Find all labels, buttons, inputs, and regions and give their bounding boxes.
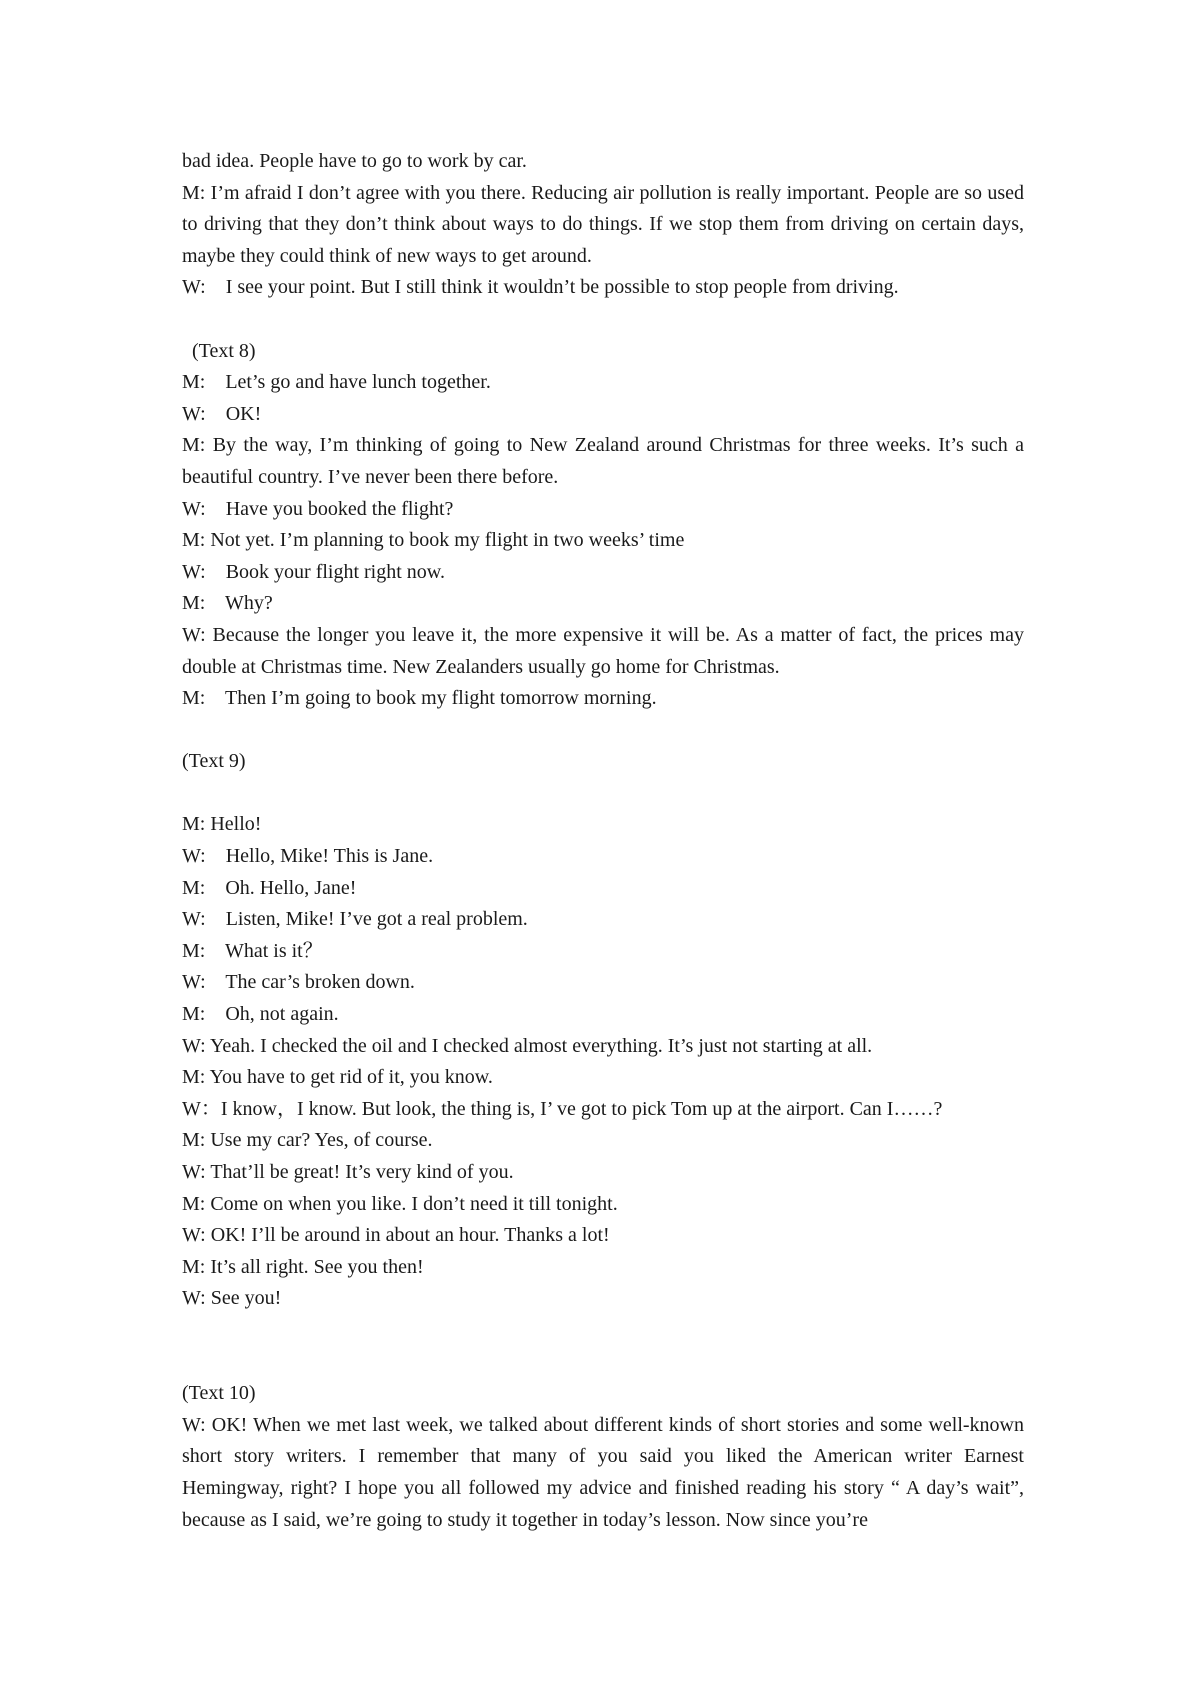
text-line: M: Come on when you like. I don’t need it till tonight. — [182, 1192, 618, 1215]
text-line: W: Book your flight right now. — [182, 560, 445, 583]
text-line: M: Use my car? Yes, of course. — [182, 1129, 433, 1152]
text-line: M: Oh, not again. — [182, 1003, 339, 1026]
text-line: W: The car’s broken down. — [182, 971, 415, 994]
spacer — [182, 715, 1024, 747]
text-line: W：I know，I know. But look, the thing is, I’ ve got to pick Tom up at the airport. Can I……? — [182, 1097, 943, 1120]
section-heading: (Text 10) — [182, 1382, 256, 1405]
text-line: M: Why? — [182, 592, 273, 615]
text-line: M: Then I’m going to book my flight tomorrow morning. — [182, 687, 657, 710]
text-line: W: Hello, Mike! This is Jane. — [182, 845, 434, 868]
text-line: W: Yeah. I checked the oil and I checked almost everything. It’s just not starting at all. — [182, 1034, 873, 1057]
text-line: M: You have to get rid of it, you know. — [182, 1066, 493, 1089]
text-line: M: What is it？ — [182, 939, 323, 962]
text-line: W: OK! I’ll be around in about an hour. Thanks a lot! — [182, 1224, 610, 1247]
dialogue-paragraph: M: By the way, I’m thinking of going to New Zealand around Christmas for three weeks. It’s such a beautiful country. I’ve never been there before. — [182, 434, 1024, 488]
dialogue-paragraph: W: Because the longer you leave it, the more expensive it will be. As a matter of fact, the prices may double at Christmas time. New Zealanders usually go home for Christmas. — [182, 623, 1024, 678]
text-line: M: Not yet. I’m planning to book my flight in two weeks’ time — [182, 529, 685, 552]
text-line: W: Have you booked the flight? — [182, 497, 454, 520]
spacer — [182, 304, 1024, 336]
dialogue-paragraph: M: I’m afraid I don’t agree with you there. Reducing air pollution is really important. People are so used to driving that they don’t think about ways to do things. If we stop them from driving on certain days, maybe they could think of new ways to get around. — [182, 181, 1024, 267]
monologue-paragraph: W: OK! When we met last week, we talked about different kinds of short stories and some well-known short story writers. I remember that many of you said you liked the American writer Earnest Hemingway, right? I hope you all followed my advice and finished reading his story “ A day’s wait”, because as I said, we’re going to study it together in today’s lesson. Now since you’re — [182, 1413, 1024, 1531]
text-line: W: OK! — [182, 402, 262, 425]
section-heading: (Text 8) — [182, 339, 256, 362]
text-line: W: Listen, Mike! I’ve got a real problem. — [182, 908, 528, 931]
text-line: W: See you! — [182, 1287, 282, 1310]
text-line: M: It’s all right. See you then! — [182, 1255, 424, 1278]
text-line: W: I see your point. But I still think it wouldn’t be possible to stop people from driving. — [182, 276, 899, 299]
text-line: M: Hello! — [182, 813, 262, 836]
document-page — [182, 146, 1024, 1536]
text-line: bad idea. People have to go to work by car. — [182, 150, 527, 172]
text-line: M: Oh. Hello, Jane! — [182, 876, 357, 899]
section-heading: (Text 9) — [182, 750, 246, 773]
text-line: M: Let’s go and have lunch together. — [182, 371, 491, 394]
spacer — [182, 1315, 1024, 1378]
text-line: W: That’ll be great! It’s very kind of you. — [182, 1161, 514, 1183]
spacer — [182, 778, 1024, 810]
